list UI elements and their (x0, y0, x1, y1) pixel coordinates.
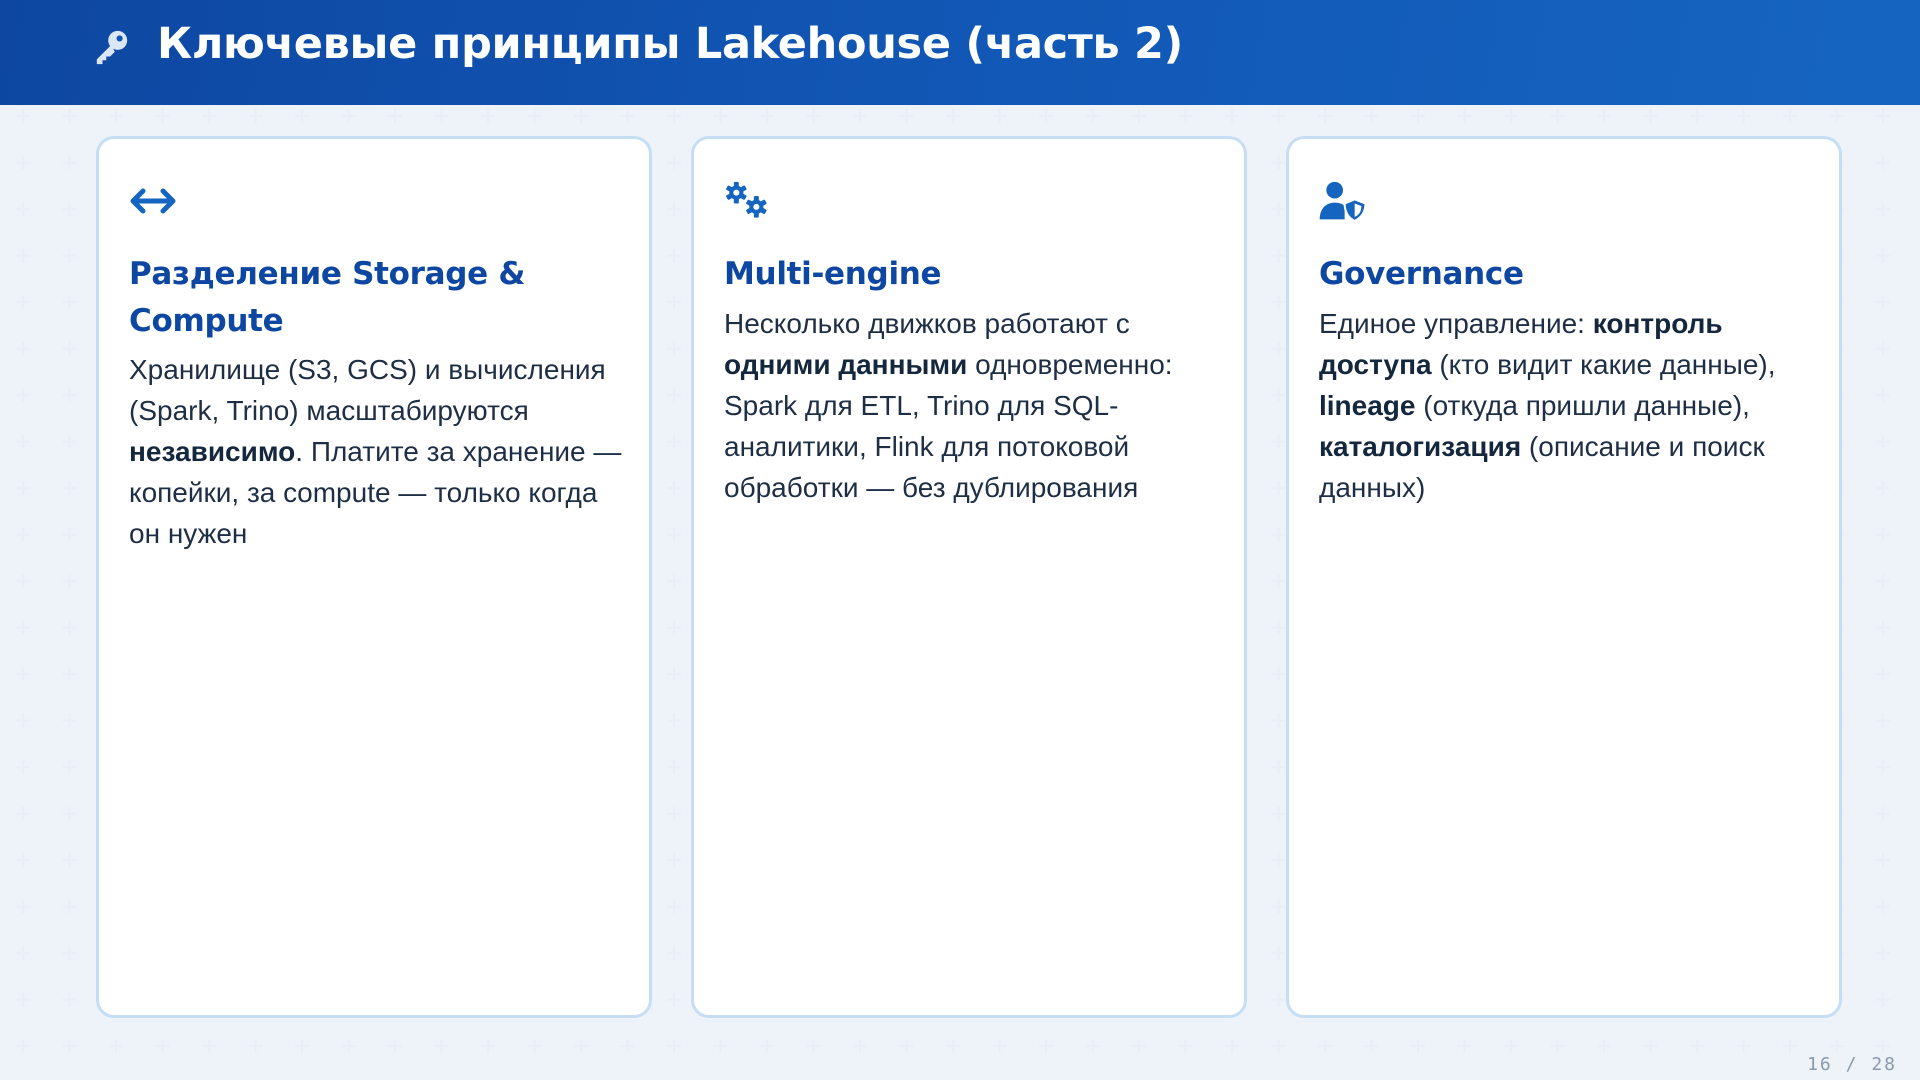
body-text: (описание и поиск данных) (1319, 431, 1765, 503)
slide-separator: / (1845, 1054, 1859, 1075)
card-body (724, 303, 1224, 508)
body-bold-text: каталогизация (1319, 431, 1522, 462)
card-governance (1286, 136, 1842, 1018)
card-body (129, 349, 629, 554)
body-bold-text: одними данными (724, 349, 968, 380)
page-title: Ключевые принципы Lakehouse (часть 2) (157, 19, 1184, 69)
body-bold-text: независимо (129, 436, 296, 467)
body-text: Несколько движков работают с (724, 308, 1130, 339)
card-multi-engine (691, 136, 1247, 1018)
card-title: Multi-engine (724, 256, 942, 292)
body-text: (откуда пришли данные), (1415, 390, 1750, 421)
card-title: Governance (1319, 256, 1524, 292)
total-slides: 28 (1871, 1054, 1897, 1075)
user-shield-icon (1319, 181, 1367, 221)
slide-header (0, 0, 1920, 105)
body-text: (кто видит какие данные), (1431, 349, 1776, 380)
body-bold-text: контроль доступа (1319, 308, 1723, 380)
gears-icon (724, 181, 772, 221)
body-bold-text: lineage (1319, 390, 1416, 421)
body-text: одновременно: Spark для ETL, Trino для SQL-аналитики, Flink для потоковой обработки — без дублирования (724, 349, 1173, 503)
key-icon (93, 28, 131, 66)
card-body (1319, 303, 1819, 508)
current-slide: 16 (1807, 1054, 1833, 1075)
left-right-arrow-icon (129, 181, 177, 221)
body-text: Хранилище (S3, GCS) и вычисления (Spark, Trino) масштабируются (129, 354, 606, 426)
card-title: Разделение Storage & Compute (129, 256, 526, 339)
slide-counter (1807, 1054, 1897, 1075)
body-text: Единое управление: (1319, 308, 1593, 339)
body-text: . Платите за хранение — копейки, за compute — только когда он нужен (129, 436, 622, 549)
card-storage-compute (96, 136, 652, 1018)
